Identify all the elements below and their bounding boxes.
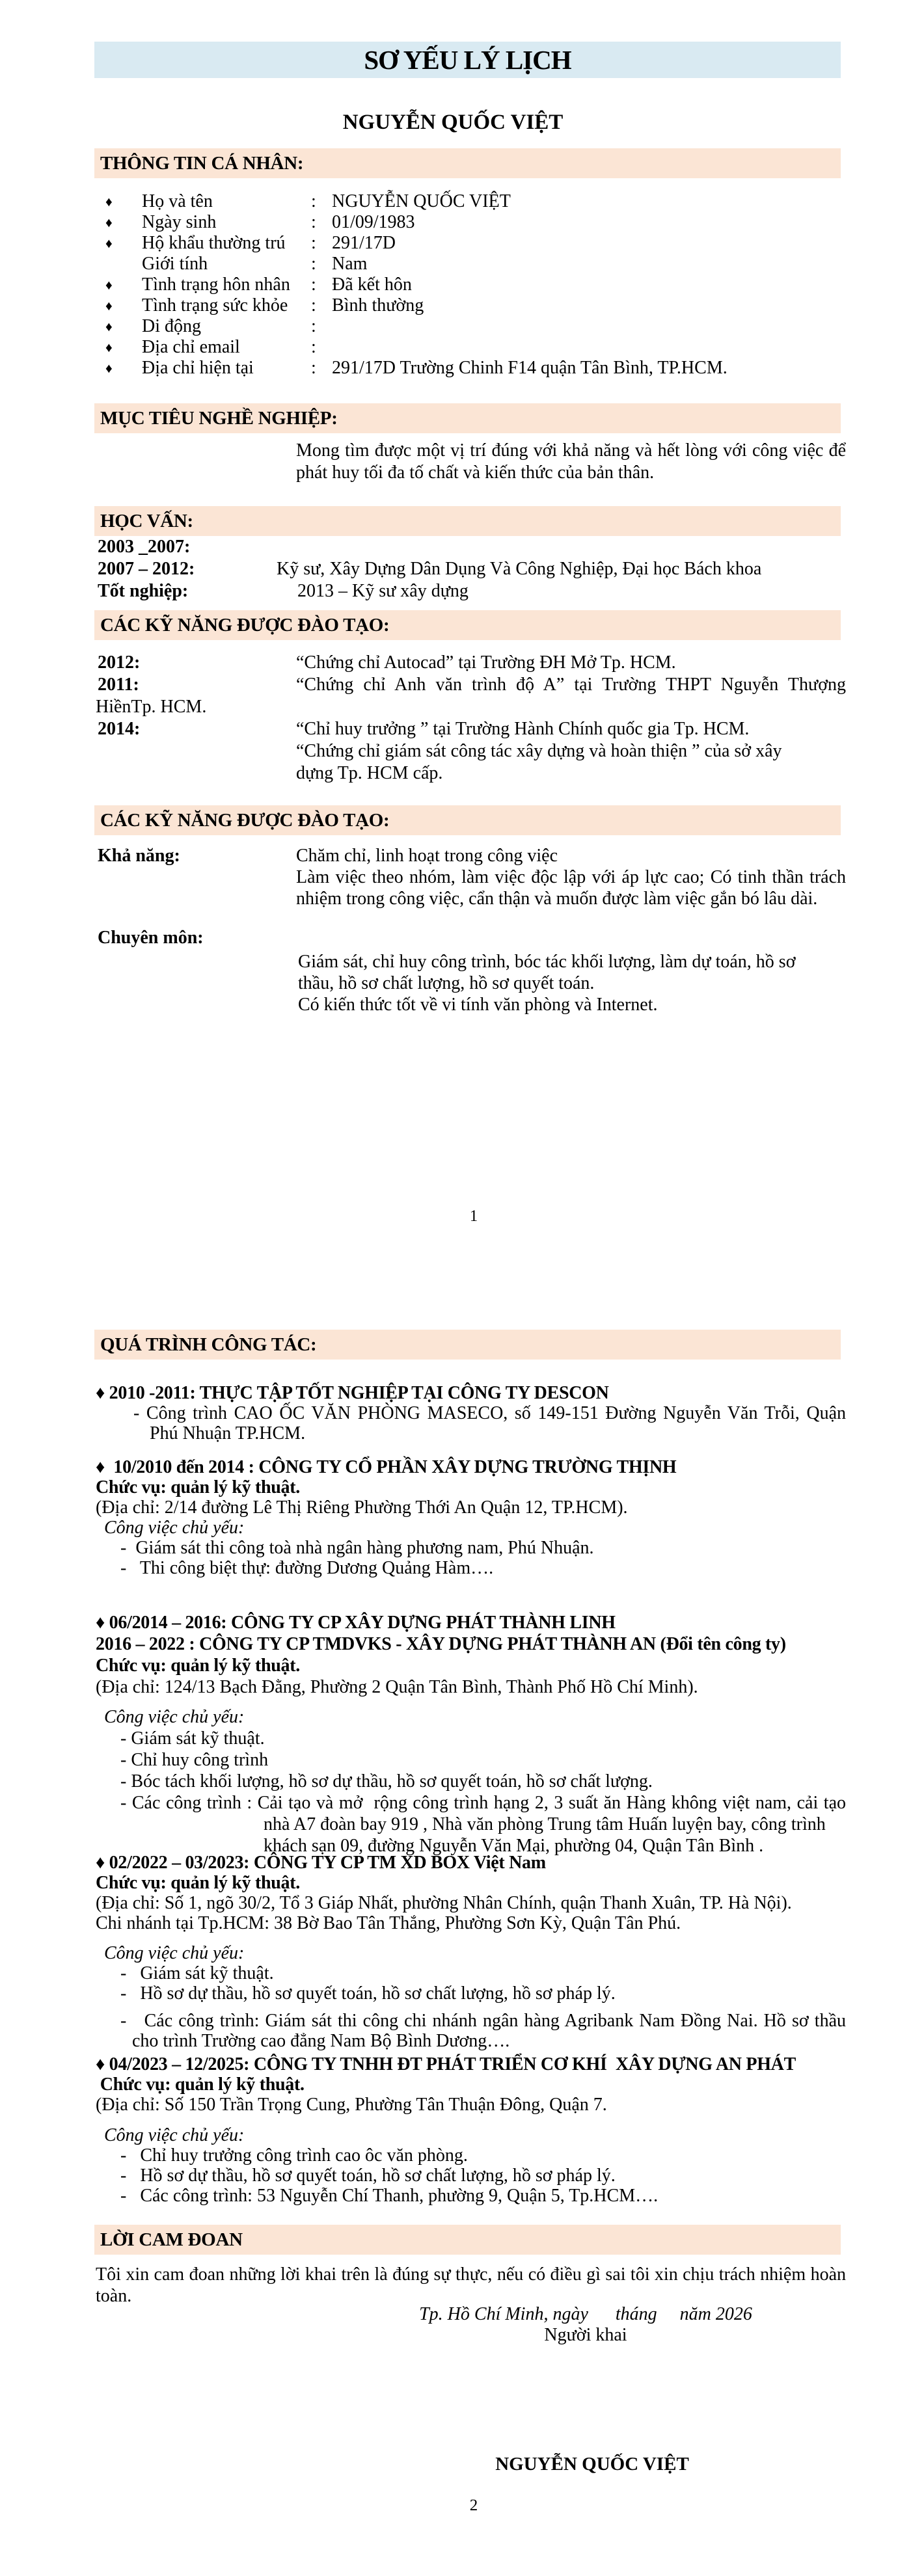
job-entry-descon bbox=[65, 1383, 846, 1443]
objective-paragraph bbox=[296, 440, 846, 484]
colon-separator: : bbox=[311, 254, 316, 274]
certificate-row bbox=[65, 674, 846, 696]
job-tasks-heading: Công việc chủ yếu: bbox=[104, 2125, 245, 2145]
personal-row bbox=[65, 212, 846, 233]
section-heading-work-history: QUÁ TRÌNH CÔNG TÁC: bbox=[100, 1334, 317, 1355]
personal-label: Tình trạng sức khỏe bbox=[142, 295, 288, 315]
job-tasks-heading: Công việc chủ yếu: bbox=[104, 1707, 245, 1727]
certificate-text: “Chứng chỉ Anh văn trình độ A” tại Trường THPT Nguyễn Thượng bbox=[296, 675, 846, 695]
section-bar-education bbox=[94, 506, 841, 536]
education-period: 2007 – 2012: bbox=[98, 559, 195, 579]
section-heading-personal-info: THÔNG TIN CÁ NHÂN: bbox=[100, 153, 304, 174]
page-number-2: 2 bbox=[469, 2497, 478, 2514]
pledge-line: toàn. bbox=[96, 2286, 132, 2306]
job-title: ♦ 2010 -2011: THỰC TẬP TỐT NGHIỆP TẠI CÔNG TY DESCON bbox=[96, 1383, 609, 1403]
section-bar-personal-info bbox=[94, 148, 841, 178]
certificate-year: 2014: bbox=[98, 719, 141, 739]
colon-separator: : bbox=[311, 337, 316, 357]
job-task: - Giám sát thi công toà nhà ngân hàng phương nam, Phú Nhuận. bbox=[120, 1538, 594, 1558]
personal-label: Địa chỉ hiện tại bbox=[142, 358, 254, 378]
personal-label: Giới tính bbox=[142, 254, 208, 274]
personal-label: Tình trạng hôn nhân bbox=[142, 275, 290, 295]
job-task: - Các công trình: 53 Nguyễn Chí Thanh, phường 9, Quận 5, Tp.HCM…. bbox=[120, 2186, 659, 2206]
job-address: (Địa chỉ: 124/13 Bạch Đằng, Phường 2 Quận Tân Bình, Thành Phố Hồ Chí Minh). bbox=[96, 1677, 698, 1697]
personal-row bbox=[65, 295, 846, 316]
job-address: (Địa chỉ: 2/14 đường Lê Thị Riêng Phường Thới An Quận 12, TP.HCM). bbox=[96, 1497, 628, 1518]
personal-value bbox=[332, 337, 846, 358]
certificate-year bbox=[98, 762, 296, 785]
personal-value: 291/17D Trường Chinh F14 quận Tân Bình, TP.HCM. bbox=[332, 358, 727, 378]
job-title: ♦ 02/2022 – 03/2023: CÔNG TY CP TM XD BOX Việt Nam bbox=[96, 1853, 546, 1873]
education-row bbox=[65, 558, 846, 580]
job-task-continuation: khách sạn 09, đường Nguyễn Văn Mại, phường 04, Quận Tân Bình . bbox=[264, 1836, 764, 1856]
job-tasks-heading: Công việc chủ yếu: bbox=[104, 1518, 245, 1538]
ability-row bbox=[65, 845, 846, 909]
job-branch-address: Chi nhánh tại Tp.HCM: 38 Bờ Bao Tân Thắng, Phường Sơn Kỳ, Quận Tân Phú. bbox=[96, 1913, 681, 1933]
job-task: - Giám sát kỹ thuật. bbox=[120, 1728, 265, 1749]
specialty-line: Có kiến thức tốt về vi tính văn phòng và Internet. bbox=[298, 995, 658, 1015]
personal-value: 01/09/1983 bbox=[332, 212, 415, 232]
objective-line: Mong tìm được một vị trí đúng với khả năng và hết lòng với công việc để bbox=[296, 440, 846, 461]
job-title: ♦ 06/2014 – 2016: CÔNG TY CP XÂY DỰNG PHÁT THÀNH LINH bbox=[96, 1613, 616, 1633]
specialty-lines bbox=[65, 951, 846, 1015]
job-project-line: Phú Nhuận TP.HCM. bbox=[150, 1423, 306, 1443]
job-entry-phat-thanh-linh bbox=[65, 1612, 846, 1857]
certificates-list bbox=[65, 652, 846, 785]
personal-row bbox=[65, 275, 846, 295]
job-task: - Thi công biệt thự: đường Dương Quảng Hàm…. bbox=[120, 1558, 494, 1578]
abilities-block bbox=[65, 845, 846, 1015]
section-bar-pledge bbox=[94, 2225, 841, 2255]
education-period: Tốt nghiệp: bbox=[98, 581, 189, 601]
job-task: - Chỉ huy công trình bbox=[120, 1750, 269, 1770]
personal-label: Ngày sinh bbox=[142, 212, 217, 232]
job-entry-truong-thinh bbox=[65, 1457, 846, 1578]
personal-label: Di động bbox=[142, 316, 201, 336]
ability-label: Khả năng: bbox=[98, 846, 180, 866]
document-title-bar bbox=[94, 42, 841, 78]
job-task-continuation: nhà A7 đoàn bay 919 , Nhà văn phòng Trung tâm Huấn luyện bay, công trình bbox=[264, 1814, 826, 1834]
education-detail: 2013 – Kỹ sư xây dựng bbox=[297, 581, 469, 601]
diamond-bullet-icon: ♦ bbox=[105, 298, 113, 314]
job-title-renamed: 2016 – 2022 : CÔNG TY CP TMDVKS - XÂY DỰNG PHÁT THÀNH AN (Đổi tên công ty) bbox=[96, 1634, 786, 1654]
colon-separator: : bbox=[311, 191, 316, 211]
personal-row bbox=[65, 316, 846, 337]
certificate-text: “Chứng chỉ Autocad” tại Trường ĐH Mở Tp. HCM. bbox=[296, 652, 676, 673]
section-heading-objective: MỤC TIÊU NGHỀ NGHIỆP: bbox=[100, 408, 338, 429]
personal-value: Bình thường bbox=[332, 295, 424, 315]
colon-separator: : bbox=[311, 295, 316, 315]
colon-separator: : bbox=[311, 316, 316, 336]
personal-label: Hộ khẩu thường trú bbox=[142, 233, 286, 253]
job-task: - Chỉ huy trưởng công trình cao ôc văn phòng. bbox=[120, 2145, 468, 2166]
personal-value: 291/17D bbox=[332, 233, 396, 253]
personal-row bbox=[65, 191, 846, 212]
certificate-row bbox=[65, 652, 846, 674]
job-title: ♦ 04/2023 – 12/2025: CÔNG TY TNHH ĐT PHÁT TRIỂN CƠ KHÍ XÂY DỰNG AN PHÁT bbox=[96, 2054, 796, 2074]
education-list bbox=[65, 536, 846, 602]
personal-info-list bbox=[65, 191, 846, 379]
colon-separator: : bbox=[311, 358, 316, 378]
signature-role: Người khai bbox=[544, 2325, 627, 2345]
job-project-line: - Công trình CAO ỐC VĂN PHÒNG MASECO, số 149-151 Đường Nguyễn Văn Trỗi, Quận bbox=[133, 1403, 846, 1423]
colon-separator: : bbox=[311, 212, 316, 232]
section-heading-trained-skills-2: CÁC KỸ NĂNG ĐƯỢC ĐÀO TẠO: bbox=[100, 810, 390, 831]
job-title: ♦ 10/2010 đến 2014 : CÔNG TY CỔ PHẦN XÂY DỰNG TRƯỜNG THỊNH bbox=[96, 1457, 677, 1477]
pledge-paragraph bbox=[65, 2264, 846, 2307]
section-bar-work-history bbox=[94, 1330, 841, 1360]
education-row bbox=[65, 536, 846, 558]
diamond-bullet-icon: ♦ bbox=[105, 194, 113, 209]
section-bar-trained-skills-1 bbox=[94, 610, 841, 640]
personal-label: Địa chỉ email bbox=[142, 337, 240, 357]
certificate-continuation: HiềnTp. HCM. bbox=[96, 697, 207, 717]
diamond-bullet-icon: ♦ bbox=[105, 360, 113, 376]
ability-line: Làm việc theo nhóm, làm việc độc lập với áp lực cao; Có tinh thần trách bbox=[296, 867, 846, 887]
document-title: SƠ YẾU LÝ LỊCH bbox=[364, 45, 571, 75]
colon-separator: : bbox=[311, 233, 316, 253]
job-task: - Bóc tách khối lượng, hồ sơ dự thầu, hồ sơ quyết toán, hồ sơ chất lượng. bbox=[120, 1771, 653, 1791]
specialty-label: Chuyên môn: bbox=[98, 928, 204, 948]
personal-row bbox=[65, 254, 846, 275]
job-task-continuation: cho trình Trường cao đẳng Nam Bộ Bình Dương…. bbox=[132, 2031, 510, 2051]
personal-value bbox=[332, 316, 846, 337]
pledge-line: Tôi xin cam đoan những lời khai trên là đúng sự thực, nếu có điều gì sai tôi xin chịu trách nhiệm hoàn bbox=[96, 2264, 846, 2285]
specialty-line: Giám sát, chỉ huy công trình, bóc tác khối lượng, làm dự toán, hồ sơ bbox=[298, 952, 796, 972]
section-heading-pledge: LỜI CAM ĐOAN bbox=[100, 2229, 243, 2250]
ability-line: nhiệm trong công việc, cẩn thận và muốn được làm việc gắn bó lâu dài. bbox=[296, 889, 818, 909]
section-heading-trained-skills-1: CÁC KỸ NĂNG ĐƯỢC ĐÀO TẠO: bbox=[100, 615, 390, 636]
diamond-bullet-icon: ♦ bbox=[105, 215, 113, 230]
certificate-row bbox=[65, 740, 846, 762]
diamond-bullet-icon: ♦ bbox=[105, 277, 113, 293]
certificate-year: 2011: bbox=[98, 675, 139, 695]
personal-value: Đã kết hôn bbox=[332, 275, 412, 295]
job-entry-box-viet-nam bbox=[65, 1853, 846, 2051]
section-bar-objective bbox=[94, 403, 841, 433]
certificate-text: “Chứng chỉ giám sát công tác xây dựng và hoàn thiện ” của sở xây bbox=[296, 741, 782, 761]
applicant-name-heading: NGUYỄN QUỐC VIỆT bbox=[342, 111, 564, 134]
personal-value: NGUYỄN QUỐC VIỆT bbox=[332, 191, 511, 211]
diamond-bullet-icon: ♦ bbox=[105, 235, 113, 251]
diamond-bullet-icon bbox=[105, 254, 142, 275]
section-bar-trained-skills-2 bbox=[94, 805, 841, 835]
page-number-1: 1 bbox=[469, 1207, 478, 1225]
personal-row bbox=[65, 233, 846, 254]
ability-lines bbox=[296, 845, 846, 909]
section-heading-education: HỌC VẤN: bbox=[100, 511, 193, 531]
job-task: - Hồ sơ dự thầu, hồ sơ quyết toán, hồ sơ chất lượng, hồ sơ pháp lý. bbox=[120, 1983, 616, 2004]
ability-line: Chăm chỉ, linh hoạt trong công việc bbox=[296, 846, 558, 866]
colon-separator: : bbox=[311, 275, 316, 295]
job-task: - Các công trình: Giám sát thi công chi nhánh ngân hàng Agribank Nam Đồng Nai. Hồ sơ thầu bbox=[120, 2011, 846, 2031]
objective-line: phát huy tối đa tố chất và kiến thức của bản thân. bbox=[296, 463, 655, 483]
signature-name: NGUYỄN QUỐC VIỆT bbox=[495, 2454, 689, 2475]
specialty-line: thầu, hồ sơ chất lượng, hồ sơ quyết toán. bbox=[298, 973, 595, 993]
job-task: - Hồ sơ dự thầu, hồ sơ quyết toán, hồ sơ chất lượng, hồ sơ pháp lý. bbox=[120, 2166, 616, 2186]
diamond-bullet-icon: ♦ bbox=[105, 340, 113, 355]
signature-place-date: Tp. Hồ Chí Minh, ngày tháng năm 2026 bbox=[419, 2304, 752, 2324]
job-address: (Địa chỉ: Số 150 Trần Trọng Cung, Phường Tân Thuận Đông, Quận 7. bbox=[96, 2095, 607, 2115]
job-address: (Địa chỉ: Số 1, ngõ 30/2, Tổ 3 Giáp Nhất, phường Nhân Chính, quận Thanh Xuân, TP. Hà Nội). bbox=[96, 1893, 792, 1913]
personal-row bbox=[65, 358, 846, 379]
education-period: 2003 _2007: bbox=[98, 537, 191, 557]
certificate-text: dựng Tp. HCM cấp. bbox=[296, 763, 443, 783]
job-task: - Các công trình : Cải tạo và mở rộng công trình hạng 2, 3 suất ăn Hàng không việt nam, cải tạo bbox=[120, 1793, 846, 1813]
personal-value: Nam bbox=[332, 254, 368, 274]
job-position: Chức vụ: quản lý kỹ thuật. bbox=[96, 2074, 305, 2095]
certificate-row bbox=[65, 718, 846, 740]
job-task: - Giám sát kỹ thuật. bbox=[120, 1963, 274, 1983]
job-entry-an-phat bbox=[65, 2054, 846, 2206]
certificate-row bbox=[65, 762, 846, 785]
personal-label: Họ và tên bbox=[142, 191, 213, 211]
diamond-bullet-icon: ♦ bbox=[105, 319, 113, 334]
job-position: Chức vụ: quản lý kỹ thuật. bbox=[96, 1656, 300, 1676]
education-detail: Kỹ sư, Xây Dựng Dân Dụng Và Công Nghiệp, Đại học Bách khoa bbox=[277, 559, 762, 579]
education-row bbox=[65, 580, 846, 602]
certificate-year: 2012: bbox=[98, 652, 141, 673]
certificate-year bbox=[98, 740, 296, 762]
job-tasks-heading: Công việc chủ yếu: bbox=[104, 1943, 245, 1963]
personal-row bbox=[65, 337, 846, 358]
cv-page-2 bbox=[0, 1288, 911, 2576]
job-position: Chức vụ: quản lý kỹ thuật. bbox=[96, 1873, 300, 1893]
certificate-text: “Chỉ huy trưởng ” tại Trường Hành Chính quốc gia Tp. HCM. bbox=[296, 719, 750, 739]
job-position: Chức vụ: quản lý kỹ thuật. bbox=[96, 1477, 300, 1497]
